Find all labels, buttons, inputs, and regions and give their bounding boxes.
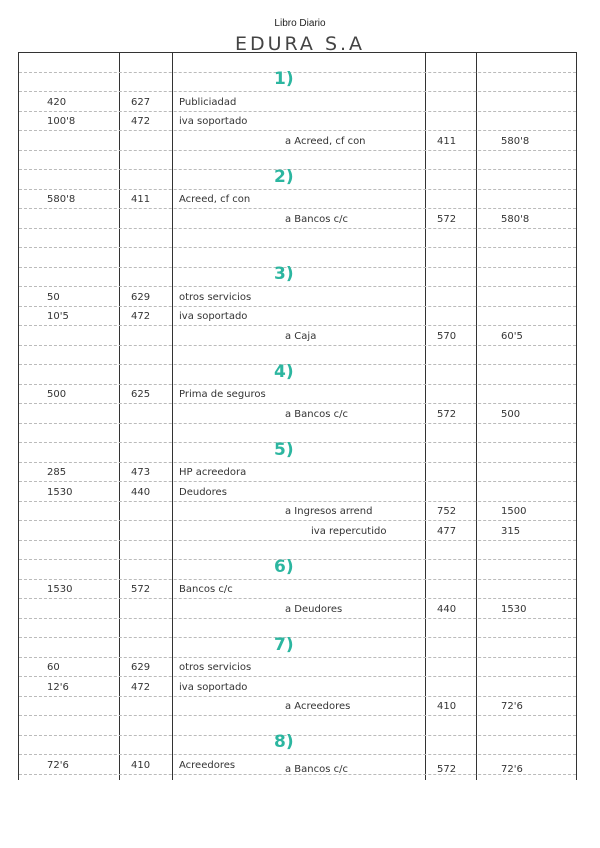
ruled-line (19, 715, 576, 716)
column-divider-account (172, 52, 173, 780)
account-code: 472 (131, 681, 151, 693)
ruled-line (19, 423, 576, 424)
account-concept: iva soportado (179, 681, 248, 693)
credit-amount: 315 (501, 525, 521, 537)
ruled-line (19, 189, 576, 190)
account-concept: Acreedores (179, 759, 236, 771)
credit-concept: a Ingresos arrend (285, 506, 373, 517)
account-code: 472 (131, 116, 151, 127)
ruled-line (19, 520, 576, 521)
debit-amount: 580'8 (47, 194, 76, 205)
ruled-line (19, 618, 576, 619)
credit-concept: a Bancos c/c (285, 764, 349, 775)
credit-amount: 580'8 (501, 213, 530, 225)
page-title: Libro Diario (274, 18, 326, 29)
company-name: EDURA S.A (234, 33, 366, 55)
ruled-line (19, 111, 576, 112)
credit-account-code: 411 (437, 135, 457, 147)
ruled-line (19, 364, 576, 365)
account-concept: iva soportado (179, 116, 248, 127)
account-code: 472 (131, 311, 151, 322)
ruled-line (19, 384, 576, 385)
account-code: 410 (131, 759, 151, 771)
ruled-line (19, 208, 576, 209)
credit-amount: 1530 (501, 603, 527, 615)
ruled-line (19, 481, 576, 482)
credit-account-code: 572 (437, 764, 457, 775)
account-code: 440 (131, 486, 151, 498)
ruled-line (19, 91, 576, 92)
ruled-line (19, 579, 576, 580)
credit-amount: 72'6 (501, 764, 523, 775)
account-concept: Bancos c/c (179, 584, 233, 595)
ruled-line (19, 754, 576, 755)
entry-number: 2) (274, 166, 294, 187)
debit-amount: 1530 (47, 584, 73, 595)
ruled-line (19, 501, 576, 502)
account-code: 627 (131, 96, 151, 108)
ruled-line (19, 130, 576, 131)
account-concept: otros servicios (179, 291, 252, 303)
debit-amount: 100'8 (47, 116, 76, 127)
ruled-line (19, 286, 576, 287)
account-code: 629 (131, 291, 151, 303)
ruled-line (19, 462, 576, 463)
debit-amount: 1530 (47, 486, 73, 498)
credit-concept: iva repercutido (311, 525, 387, 537)
top-border (19, 52, 576, 53)
ruled-line (19, 735, 576, 736)
credit-amount: 1500 (501, 506, 527, 517)
entry-number: 4) (274, 361, 294, 382)
debit-amount: 72'6 (47, 759, 69, 771)
ruled-line (19, 403, 576, 404)
credit-concept: a Bancos c/c (285, 213, 349, 225)
account-concept: otros servicios (179, 662, 252, 673)
debit-amount: 12'6 (47, 681, 69, 693)
entry-number: 5) (274, 439, 294, 460)
account-code: 572 (131, 584, 151, 595)
credit-account-code: 477 (437, 525, 457, 537)
credit-concept: a Acreedores (285, 701, 351, 712)
credit-concept: a Acreed, cf con (285, 135, 366, 147)
entry-number: 8) (274, 732, 294, 752)
account-code: 625 (131, 389, 151, 400)
credit-amount: 580'8 (501, 135, 530, 147)
debit-amount: 500 (47, 389, 67, 400)
credit-account-code: 570 (437, 330, 457, 342)
ruled-line (19, 228, 576, 229)
account-concept: Prima de seguros (179, 389, 266, 400)
ruled-line (19, 169, 576, 170)
credit-account-code: 572 (437, 408, 457, 420)
ruled-line (19, 598, 576, 599)
ruled-line (19, 637, 576, 638)
entry-number: 7) (274, 634, 294, 655)
debit-amount: 285 (47, 467, 67, 478)
journal-sheet (18, 52, 577, 780)
credit-amount: 60'5 (501, 330, 523, 342)
credit-account-code: 572 (437, 213, 457, 225)
debit-amount: 60 (47, 662, 60, 673)
debit-amount: 10'5 (47, 311, 69, 322)
ruled-line (19, 345, 576, 346)
ruled-line (19, 657, 576, 658)
ruled-line (19, 150, 576, 151)
account-concept: iva soportado (179, 311, 248, 322)
entry-number: 1) (274, 69, 294, 89)
credit-concept: a Deudores (285, 603, 343, 615)
ruled-line (19, 325, 576, 326)
ruled-line (19, 442, 576, 443)
account-concept: Deudores (179, 486, 227, 498)
ruled-line (19, 267, 576, 268)
debit-amount: 50 (47, 291, 60, 303)
entry-number: 6) (274, 556, 294, 577)
ruled-line (19, 696, 576, 697)
credit-amount: 500 (501, 408, 521, 420)
ruled-line (19, 676, 576, 677)
credit-account-code: 410 (437, 701, 457, 712)
credit-amount: 72'6 (501, 701, 523, 712)
ruled-line (19, 559, 576, 560)
account-code: 473 (131, 467, 151, 478)
ruled-line (19, 247, 576, 248)
debit-amount: 420 (47, 96, 67, 108)
account-concept: HP acreedora (179, 467, 247, 478)
account-concept: Publiciadad (179, 96, 237, 108)
account-code: 629 (131, 662, 151, 673)
column-divider-credit-account (476, 52, 477, 780)
account-concept: Acreed, cf con (179, 194, 251, 205)
column-divider-debit (119, 52, 120, 780)
column-divider-concept (425, 52, 426, 780)
account-code: 411 (131, 194, 151, 205)
ruled-line (19, 540, 576, 541)
credit-account-code: 752 (437, 506, 457, 517)
credit-concept: a Caja (285, 330, 317, 342)
credit-account-code: 440 (437, 603, 457, 615)
credit-concept: a Bancos c/c (285, 408, 349, 420)
ruled-line (19, 306, 576, 307)
entry-number: 3) (274, 264, 294, 284)
ruled-line (19, 72, 576, 73)
